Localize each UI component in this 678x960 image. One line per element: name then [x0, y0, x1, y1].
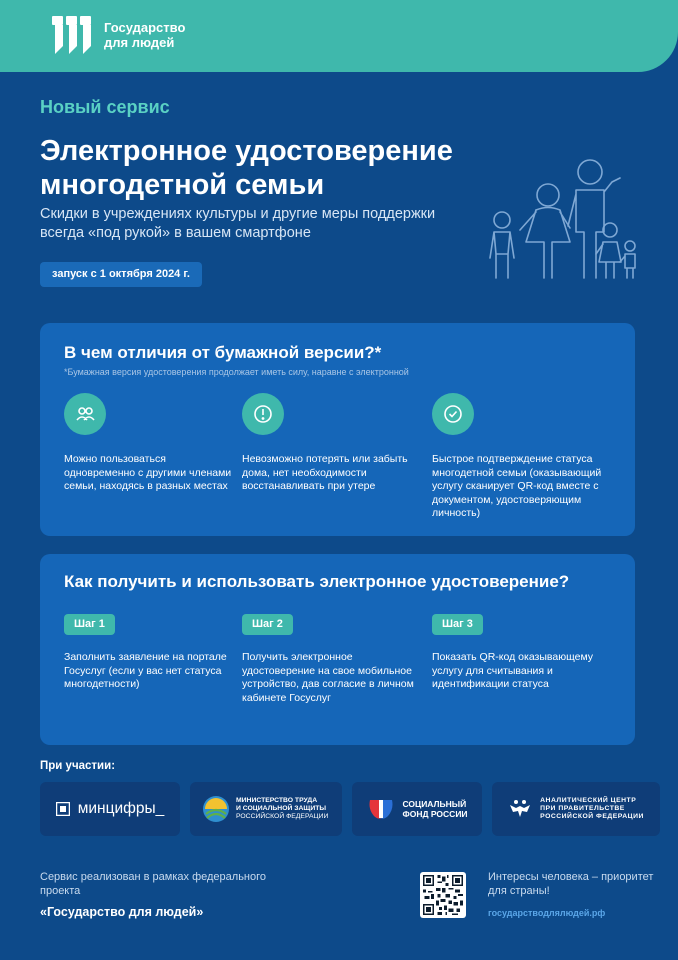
sfr-line: ФОНД РОССИИ	[402, 809, 468, 819]
feature-item	[64, 393, 239, 494]
step-badge: Шаг 2	[242, 614, 293, 635]
page-subtitle: Скидки в учреждениях культуры и другие меры поддержки всегда «под рукой» в вашем смартфоне	[40, 206, 436, 241]
brand-name	[104, 20, 185, 50]
partner-mincifry[interactable]	[40, 782, 180, 836]
step-text: Заполнить заявление на портале Госуслуг (если у вас нет статуса многодетности)	[64, 651, 227, 690]
sfr-logo-icon	[366, 796, 396, 822]
ac-name	[540, 797, 644, 821]
step-item	[242, 614, 427, 705]
footer-url-link[interactable]: государстводлялюдей.рф	[488, 908, 606, 918]
ac-line: АНАЛИТИЧЕСКИЙ ЦЕНТР	[540, 797, 637, 804]
ac-line: РОССИЙСКОЙ ФЕДЕРАЦИИ	[540, 813, 644, 820]
mincifry-name: минцифры_	[77, 800, 165, 817]
alert-icon	[242, 393, 284, 435]
step-text: Показать QR-код оказывающему услугу для считывания и идентификации статуса	[432, 651, 594, 690]
mintrud-name	[236, 797, 328, 821]
feature-text: Невозможно потерять или забыть дома, нет необходимости восстанавливать при утере	[242, 453, 408, 492]
mintrud-line: МИНИСТЕРСТВО ТРУДА	[236, 797, 318, 804]
step-badge: Шаг 1	[64, 614, 115, 635]
partners-label: При участии:	[40, 760, 116, 772]
header-bar	[0, 0, 678, 72]
feature-item	[242, 393, 417, 494]
step-item	[64, 614, 249, 692]
qr-code[interactable]	[420, 872, 466, 918]
check-icon	[432, 393, 474, 435]
feature-text: Можно пользоваться одновременно с другими членами семьи, находясь в разных местах	[64, 453, 232, 492]
brand-line-1: Государство	[104, 20, 186, 35]
feature-text: Быстрое подтверждение статуса многодетной семьи (оказывающий услугу сканирует QR-код вместе с документом, удостоверяющим личность)	[432, 453, 602, 519]
differences-title: В чем отличия от бумажной версии?*	[64, 343, 382, 362]
ac-line: ПРИ ПРАВИТЕЛЬСТВЕ	[540, 805, 625, 812]
sfr-name	[402, 799, 467, 819]
footer-project-name: «Государство для людей»	[40, 905, 204, 919]
partner-sfr[interactable]	[352, 782, 482, 836]
how-to-title: Как получить и использовать электронное удостоверение?	[64, 572, 570, 591]
people-icon	[64, 393, 106, 435]
step-item	[432, 614, 617, 692]
differences-card	[40, 323, 635, 536]
step-text: Получить электронное удостоверение на свое мобильное устройство, дав согласие в личном кабинете Госуслуг	[242, 651, 414, 704]
family-illustration-icon	[480, 150, 650, 285]
kicker: Новый сервис	[40, 97, 170, 117]
mintrud-line: РОССИЙСКОЙ ФЕДЕРАЦИИ	[236, 813, 329, 820]
step-badge: Шаг 3	[432, 614, 483, 635]
brand[interactable]	[52, 16, 185, 54]
sfr-line: СОЦИАЛЬНЫЙ	[402, 799, 467, 809]
page-title: Электронное удостоверение многодетной семьи	[40, 135, 453, 201]
double-headed-eagle-icon	[508, 797, 532, 821]
footer-slogan: Интересы человека – приоритет для страны!	[488, 871, 654, 897]
mintrud-emblem-icon	[202, 795, 230, 823]
feature-item	[432, 393, 607, 521]
how-to-card	[40, 554, 635, 745]
mintrud-line: И СОЦИАЛЬНОЙ ЗАЩИТЫ	[236, 805, 327, 812]
differences-note: *Бумажная версия удостоверения продолжает иметь силу, наравне с электронной	[64, 367, 409, 377]
partner-analytical-center[interactable]	[492, 782, 660, 836]
partner-mintrud[interactable]	[190, 782, 342, 836]
gosudarstvo-logo-icon	[52, 16, 92, 54]
brand-line-2: для людей	[104, 35, 175, 50]
qr-code-icon	[423, 875, 463, 915]
launch-badge: запуск с 1 октября 2024 г.	[40, 262, 202, 287]
footer-left-text: Сервис реализован в рамках федерального проекта	[40, 871, 266, 897]
mincifry-logo-icon	[56, 802, 70, 816]
